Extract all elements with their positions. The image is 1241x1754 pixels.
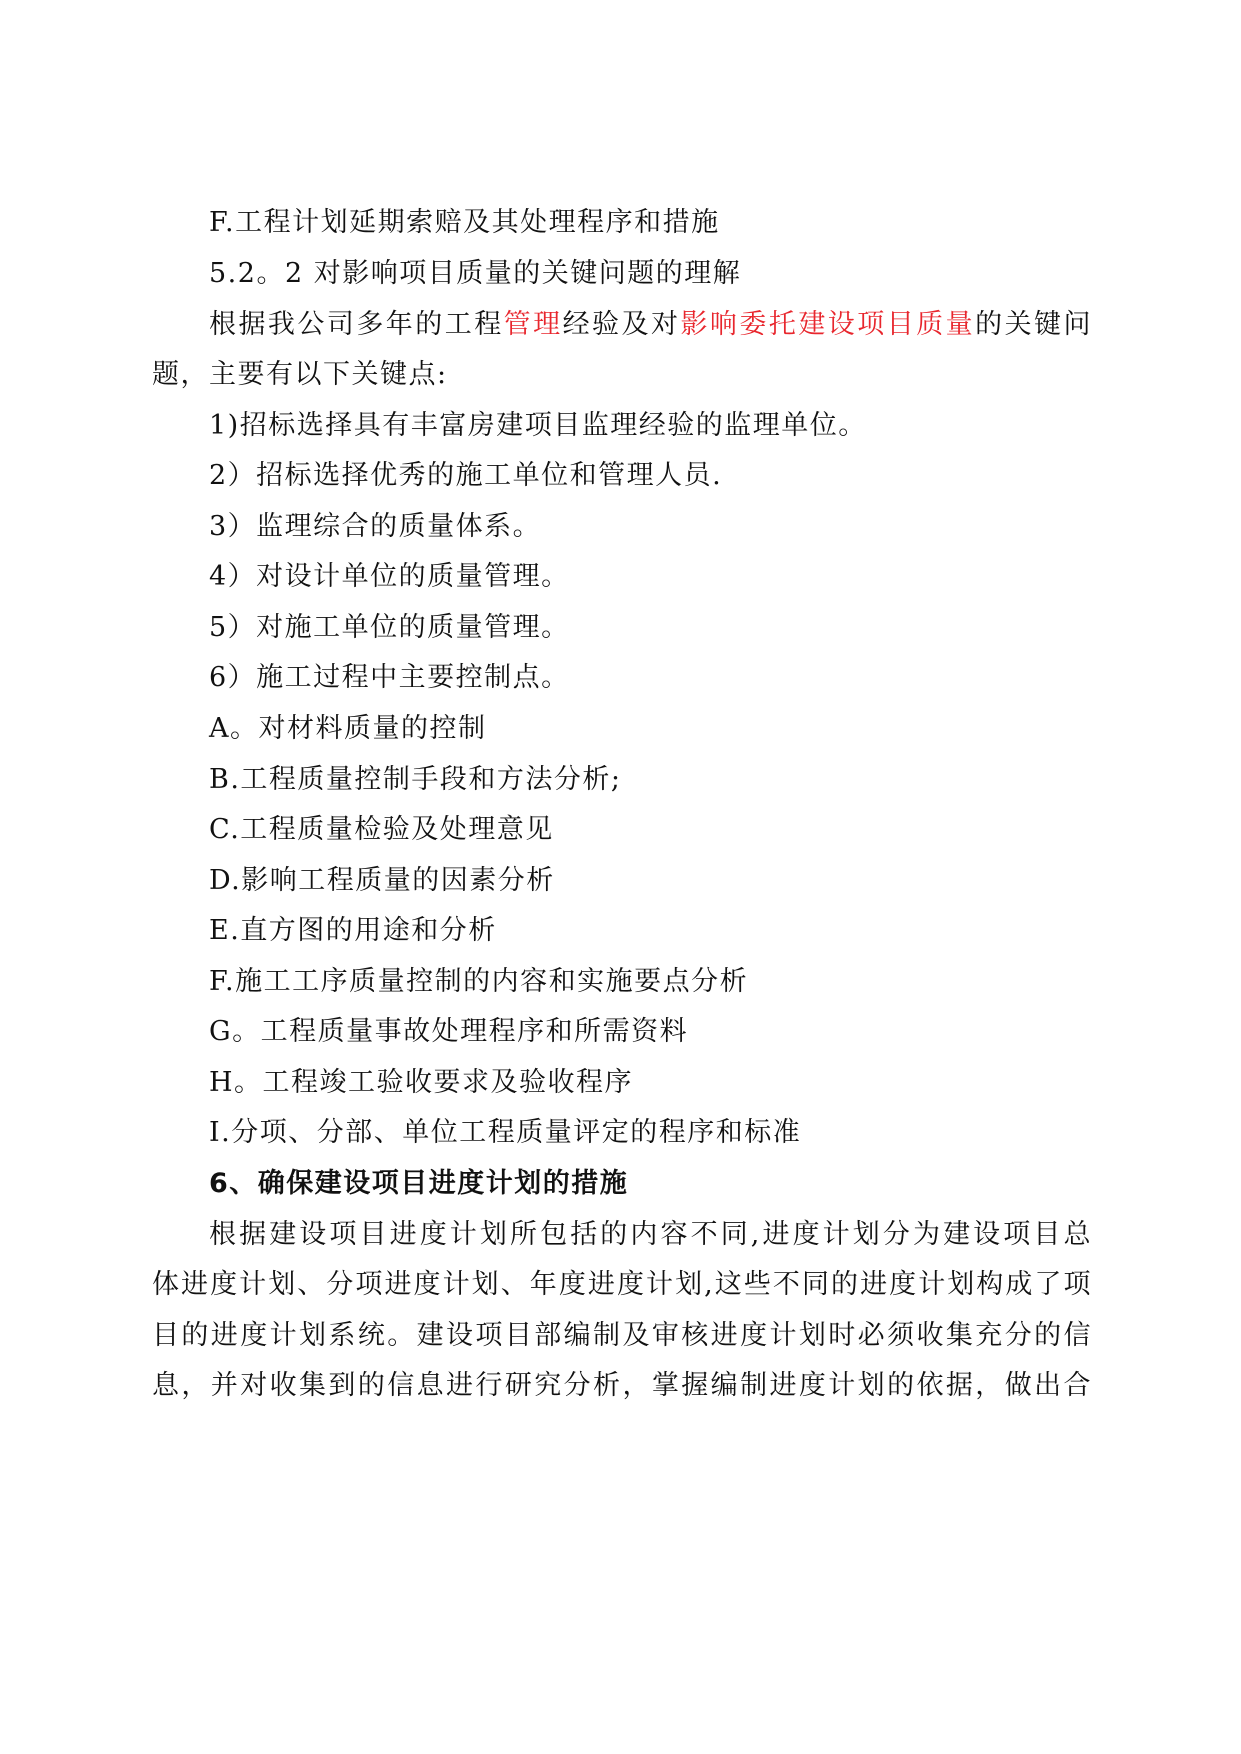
paragraph-line-3: 根据建设项目进度计划所包括的内容不同,进度计划分为建设项目总 xyxy=(209,1219,1092,1250)
paragraph-line-2: 题，主要有以下关键点: xyxy=(152,359,448,390)
paragraph-line-6: 息，并对收集到的信息进行研究分析，掌握编制进度计划的依据，做出合 xyxy=(152,1370,1092,1401)
paragraph-line-4: 体进度计划、分项进度计划、年度进度计划,这些不同的进度计划构成了项 xyxy=(152,1269,1092,1300)
list-item-6: 6）施工过程中主要控制点。 xyxy=(209,662,570,693)
text-run: 根据我公司多年的工程 xyxy=(209,309,504,340)
highlighted-text-management: 管理 xyxy=(503,309,563,340)
sub-item-g: G。工程质量事故处理程序和所需资料 xyxy=(209,1016,689,1047)
text-line-claims-procedure: F.工程计划延期索赔及其处理程序和措施 xyxy=(209,207,720,238)
section-heading-5-2-2: 5.2。2 对影响项目质量的关键问题的理解 xyxy=(209,258,742,289)
highlighted-text-quality: 影响委托建设项目质量 xyxy=(680,309,976,340)
sub-item-f: F.施工工序质量控制的内容和实施要点分析 xyxy=(209,966,749,997)
list-item-1: 1)招标选择具有丰富房建项目监理经验的监理单位。 xyxy=(209,410,867,441)
paragraph-line-5: 目的进度计划系统。建设项目部编制及审核进度计划时必须收集充分的信 xyxy=(152,1320,1092,1351)
text-run: 经验及对 xyxy=(562,309,681,340)
sub-item-d: D.影响工程质量的因素分析 xyxy=(209,865,555,896)
sub-item-i: I.分项、分部、单位工程质量评定的程序和标准 xyxy=(209,1117,802,1148)
list-item-4: 4）对设计单位的质量管理。 xyxy=(209,561,570,592)
sub-item-e: E.直方图的用途和分析 xyxy=(209,915,497,946)
sub-item-a: A。对材料质量的控制 xyxy=(209,713,487,744)
sub-item-b: B.工程质量控制手段和方法分析; xyxy=(209,764,622,795)
list-item-3: 3）监理综合的质量体系。 xyxy=(209,511,542,542)
section-heading-6: 6、确保建设项目进度计划的措施 xyxy=(209,1168,629,1199)
sub-item-c: C.工程质量检验及处理意见 xyxy=(209,814,554,845)
sub-item-h: H。工程竣工验收要求及验收程序 xyxy=(209,1067,634,1098)
text-run: 的关键问 xyxy=(975,309,1093,340)
list-item-2: 2）招标选择优秀的施工单位和管理人员. xyxy=(209,460,723,491)
paragraph-line-1 xyxy=(209,308,1092,342)
list-item-5: 5）对施工单位的质量管理。 xyxy=(209,612,570,643)
